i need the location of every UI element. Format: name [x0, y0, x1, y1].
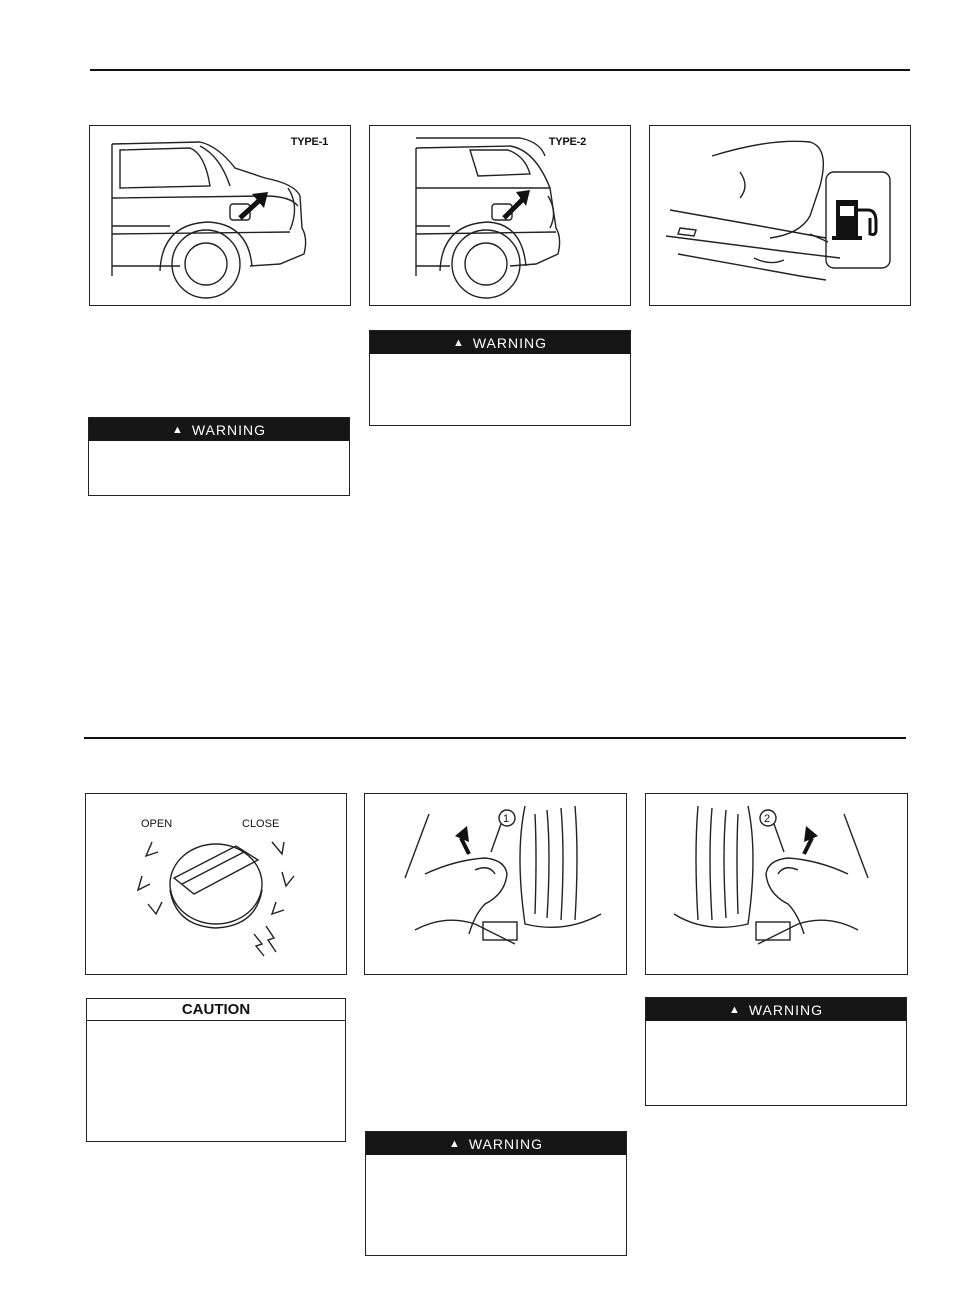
warning-title: WARNING: [191, 421, 267, 438]
figure-release-lever-1: [364, 793, 627, 975]
fuel-pump-indicator-icon: [650, 126, 910, 305]
warning-title: WARNING: [468, 1135, 544, 1152]
warning-box-2: [369, 330, 631, 426]
car-wagon-rear-icon: [370, 126, 630, 305]
warning-triangle-icon: ▲: [728, 1003, 741, 1016]
warning-box-4: [645, 997, 907, 1106]
warning-triangle-icon: ▲: [452, 336, 465, 349]
caution-box: [86, 998, 346, 1142]
release-lever-right-icon: [646, 794, 907, 974]
figure-type1-car: [89, 125, 351, 306]
figure-type2-car: [369, 125, 631, 306]
caution-header: CAUTION: [87, 999, 345, 1021]
warning-box-1: [88, 417, 350, 496]
release-lever-left-icon: [365, 794, 626, 974]
figure-release-lever-2: [645, 793, 908, 975]
car-sedan-rear-icon: [90, 126, 350, 305]
warning-box-3: [365, 1131, 627, 1256]
warning-triangle-icon: ▲: [171, 423, 184, 436]
svg-text:2: 2: [764, 813, 771, 825]
figure-type1-label: TYPE-1: [290, 136, 328, 148]
middle-rule: [84, 737, 906, 739]
warning-header: [366, 1132, 626, 1155]
figure-type2-label: TYPE-2: [548, 136, 586, 148]
fuel-cap-rotation-icon: [86, 794, 346, 974]
top-rule: [90, 69, 910, 71]
warning-header: [89, 418, 349, 441]
open-label: OPEN: [141, 818, 173, 830]
figure-fuel-indicator: [649, 125, 911, 306]
warning-triangle-icon: ▲: [448, 1137, 461, 1150]
figure-fuel-cap: [85, 793, 347, 975]
warning-header: [370, 331, 630, 354]
warning-title: WARNING: [472, 334, 548, 351]
close-label: CLOSE: [242, 818, 280, 830]
warning-header: [646, 998, 906, 1021]
svg-text:1: 1: [503, 813, 510, 825]
warning-title: WARNING: [748, 1001, 824, 1018]
